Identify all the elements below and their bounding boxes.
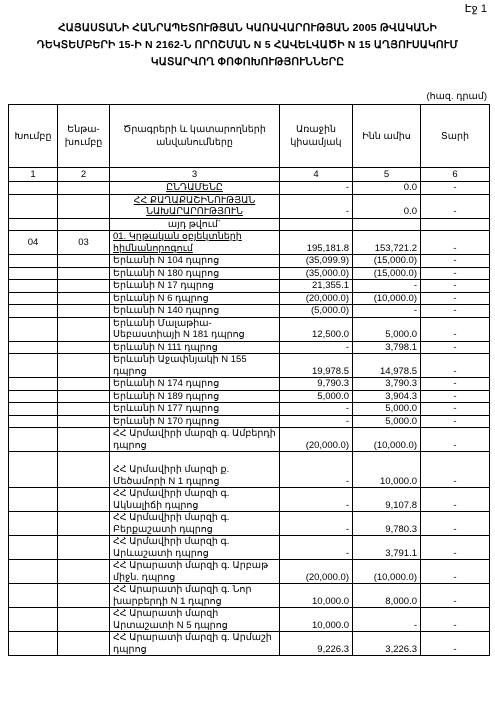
group-cell bbox=[9, 255, 58, 268]
nine-months-value bbox=[353, 632, 421, 656]
column-number: 2 bbox=[58, 168, 110, 182]
subgroup-cell bbox=[58, 488, 110, 512]
nine-months-value bbox=[353, 305, 421, 318]
first-half-value bbox=[280, 194, 353, 218]
nine-months-value-text: - bbox=[413, 280, 417, 291]
table-row bbox=[9, 305, 490, 318]
header-subgroup: Ենթա-խումբը bbox=[58, 105, 110, 168]
group-cell bbox=[9, 512, 58, 536]
nine-months-value-text: 0.0 bbox=[403, 182, 417, 193]
program-name-cell bbox=[110, 390, 280, 403]
nine-months-value-text: 10,000.0 bbox=[380, 475, 417, 487]
header-row bbox=[9, 105, 490, 168]
subgroup-cell bbox=[58, 267, 110, 280]
nine-months-value-text: (15,000.0) bbox=[373, 267, 417, 279]
year-value-text: - bbox=[453, 547, 457, 559]
nine-months-value-text: (10,000.0) bbox=[373, 292, 417, 304]
year-value-text: - bbox=[453, 329, 457, 340]
program-name-cell-text: Երևանի Աջափնյակի N 155 դպրոց bbox=[113, 354, 247, 377]
group-cell bbox=[9, 182, 58, 195]
first-half-value bbox=[280, 354, 353, 378]
first-half-value-text: 5,000.0 bbox=[317, 390, 349, 402]
first-half-value bbox=[280, 512, 353, 536]
year-value-text: - bbox=[453, 378, 457, 389]
program-name-cell bbox=[110, 608, 280, 632]
first-half-value bbox=[280, 305, 353, 318]
first-half-value-text: (5,000.0) bbox=[310, 305, 349, 316]
header-name: Ծրագրերի և կատարողների անվանումները bbox=[110, 105, 280, 168]
subgroup-cell bbox=[58, 317, 110, 341]
nine-months-value bbox=[353, 255, 421, 268]
first-half-value-text: 12,500.0 bbox=[312, 329, 349, 340]
program-name-cell bbox=[110, 280, 280, 293]
year-value bbox=[421, 415, 490, 428]
nine-months-value bbox=[353, 403, 421, 416]
nine-months-value bbox=[353, 267, 421, 280]
year-value bbox=[421, 488, 490, 512]
group-cell bbox=[9, 231, 58, 255]
nine-months-value bbox=[353, 231, 421, 255]
program-name-cell-text: ՀՀ ՔԱՂԱՔԱՇԻՆՈՒԹՅԱՆ ՆԱԽԱՐԱՐՈՒԹՅՈՒՆ bbox=[133, 194, 256, 217]
program-name-cell-text: ՀՀ Արմավիրի մարզի ք. Մեծամորի N 1 դպրոց bbox=[113, 464, 230, 487]
nine-months-value-text: (10,000.0) bbox=[373, 439, 417, 451]
group-cell bbox=[9, 428, 58, 452]
year-value-text: - bbox=[453, 403, 457, 414]
group-cell bbox=[9, 378, 58, 391]
subgroup-cell bbox=[58, 512, 110, 536]
year-value bbox=[421, 536, 490, 560]
table-row bbox=[9, 317, 490, 341]
program-name-cell-text: Երևանի N 177 դպրոց bbox=[113, 403, 220, 414]
first-half-value-text: - bbox=[345, 415, 349, 427]
subgroup-cell bbox=[58, 305, 110, 318]
year-value-text: - bbox=[453, 595, 457, 607]
subgroup-cell bbox=[58, 415, 110, 428]
table-row bbox=[9, 560, 490, 584]
year-value bbox=[421, 255, 490, 268]
table-row bbox=[9, 415, 490, 428]
program-name-cell-text: Երևանի N 180 դպրոց bbox=[113, 267, 220, 279]
year-value-text: - bbox=[453, 242, 457, 254]
table-body bbox=[9, 182, 490, 656]
year-value-text: - bbox=[453, 499, 457, 511]
unit-note: (հազ. դրամ) bbox=[426, 91, 487, 102]
table-row bbox=[9, 390, 490, 403]
program-name-cell bbox=[110, 194, 280, 218]
program-name-cell bbox=[110, 182, 280, 195]
group-cell bbox=[9, 452, 58, 488]
subgroup-cell bbox=[58, 584, 110, 608]
first-half-value bbox=[280, 403, 353, 416]
first-half-value-text: 19,978.5 bbox=[312, 365, 349, 377]
nine-months-value bbox=[353, 390, 421, 403]
subgroup-cell bbox=[58, 452, 110, 488]
year-value bbox=[421, 354, 490, 378]
header-nine-months: Ինն ամիս bbox=[353, 105, 421, 168]
title-line: ԴԵԿՏԵՄԲԵՐԻ 15-Ի N 2162-Ն ՈՐՈՇՄԱՆ N 5 ՀԱՎԵԼՎԱԾԻ N 15 ԱՂՅՈՒՍԱԿՈՒՄ bbox=[36, 39, 459, 51]
nine-months-value-text: - bbox=[413, 305, 417, 316]
first-half-value-text: - bbox=[345, 341, 349, 353]
program-name-cell bbox=[110, 632, 280, 656]
document-title bbox=[20, 20, 475, 71]
program-name-cell-text: ԸՆԴԱՄԵՆԸ bbox=[166, 182, 223, 193]
year-value bbox=[421, 317, 490, 341]
program-name-cell bbox=[110, 218, 280, 231]
group-cell bbox=[9, 536, 58, 560]
table-row bbox=[9, 452, 490, 488]
subgroup-cell bbox=[58, 536, 110, 560]
year-value bbox=[421, 267, 490, 280]
column-number-row bbox=[9, 168, 490, 182]
first-half-value bbox=[280, 632, 353, 656]
table-row bbox=[9, 632, 490, 656]
program-name-cell bbox=[110, 354, 280, 378]
program-name-cell bbox=[110, 317, 280, 341]
first-half-value bbox=[280, 378, 353, 391]
program-name-cell bbox=[110, 403, 280, 416]
year-value bbox=[421, 403, 490, 416]
nine-months-value-text: 9,107.8 bbox=[385, 499, 417, 511]
program-name-cell bbox=[110, 305, 280, 318]
first-half-value-text: 10,000.0 bbox=[312, 595, 349, 607]
program-name-cell-text: Երևանի N 17 դպրոց bbox=[113, 280, 214, 291]
nine-months-value-text: 3,798.1 bbox=[385, 341, 417, 353]
page-number: Էջ 1 bbox=[464, 3, 487, 15]
first-half-value-text: (20,000.0) bbox=[305, 292, 349, 304]
first-half-value-text: - bbox=[345, 206, 349, 217]
program-name-cell bbox=[110, 452, 280, 488]
group-cell bbox=[9, 488, 58, 512]
column-number: 5 bbox=[353, 168, 421, 182]
group-cell-text: 04 bbox=[27, 236, 39, 248]
year-value-text: - bbox=[453, 365, 457, 377]
year-value-text: - bbox=[453, 475, 457, 487]
first-half-value bbox=[280, 428, 353, 452]
group-cell bbox=[9, 608, 58, 632]
subgroup-cell bbox=[58, 428, 110, 452]
nine-months-value-text: 3,790.3 bbox=[385, 378, 417, 389]
nine-months-value-text: 3,226.3 bbox=[385, 643, 417, 655]
program-name-cell-text: ՀՀ Արարատի մարզի գ. Նոր խարբերդի N 1 դպրոց bbox=[113, 584, 252, 607]
year-value-text: - bbox=[453, 439, 457, 451]
program-name-cell-text: Երևանի N 6 դպրոց bbox=[113, 292, 209, 304]
first-half-value-text: 21,355.1 bbox=[312, 280, 349, 291]
first-half-value-text: - bbox=[345, 475, 349, 487]
nine-months-value bbox=[353, 584, 421, 608]
group-cell bbox=[9, 403, 58, 416]
first-half-value bbox=[280, 608, 353, 632]
first-half-value-text: - bbox=[345, 499, 349, 511]
group-cell bbox=[9, 560, 58, 584]
table-row bbox=[9, 255, 490, 268]
nine-months-value bbox=[353, 194, 421, 218]
table-row bbox=[9, 280, 490, 293]
table-row bbox=[9, 378, 490, 391]
first-half-value-text: 195,181.8 bbox=[306, 242, 349, 254]
subgroup-cell bbox=[58, 632, 110, 656]
program-name-cell-text: Երևանի N 170 դպրոց bbox=[113, 415, 220, 427]
first-half-value bbox=[280, 292, 353, 305]
nine-months-value bbox=[353, 428, 421, 452]
program-name-cell-text: ՀՀ Արմավիրի մարզի գ. Բերքաշատի դպրոց bbox=[113, 512, 230, 535]
nine-months-value-text: 3,791.1 bbox=[385, 547, 417, 559]
year-value bbox=[421, 218, 490, 231]
year-value bbox=[421, 292, 490, 305]
nine-months-value bbox=[353, 452, 421, 488]
year-value bbox=[421, 182, 490, 195]
first-half-value bbox=[280, 182, 353, 195]
title-line: ՀԱՅԱՍՏԱՆԻ ՀԱՆՐԱՊԵՏՈՒԹՅԱՆ ԿԱՌԱՎԱՐՈՒԹՅԱՆ 2005 ԹՎԱԿԱՆԻ bbox=[58, 22, 437, 34]
table-row bbox=[9, 428, 490, 452]
nine-months-value-text: 14,978.5 bbox=[380, 365, 417, 377]
year-value bbox=[421, 560, 490, 584]
program-name-cell bbox=[110, 488, 280, 512]
nine-months-value bbox=[353, 415, 421, 428]
group-cell bbox=[9, 218, 58, 231]
year-value-text: - bbox=[453, 643, 457, 655]
subgroup-cell bbox=[58, 354, 110, 378]
program-name-cell-text: Երևանի Մալաթիա-Սեբաստիայի N 181 դպրոց bbox=[113, 317, 245, 340]
group-cell bbox=[9, 267, 58, 280]
subgroup-cell bbox=[58, 255, 110, 268]
program-name-cell bbox=[110, 378, 280, 391]
group-cell bbox=[9, 390, 58, 403]
first-half-value-text: - bbox=[345, 403, 349, 414]
table-row bbox=[9, 218, 490, 231]
year-value bbox=[421, 390, 490, 403]
program-name-cell bbox=[110, 536, 280, 560]
year-value bbox=[421, 584, 490, 608]
subgroup-cell bbox=[58, 608, 110, 632]
table-row bbox=[9, 194, 490, 218]
subgroup-cell bbox=[58, 218, 110, 231]
nine-months-value-text: 5,000.0 bbox=[385, 415, 417, 427]
first-half-value bbox=[280, 218, 353, 231]
first-half-value bbox=[280, 390, 353, 403]
table-row bbox=[9, 536, 490, 560]
group-cell bbox=[9, 415, 58, 428]
program-name-cell bbox=[110, 292, 280, 305]
year-value-text: - bbox=[453, 182, 457, 193]
column-number: 1 bbox=[9, 168, 58, 182]
column-number: 3 bbox=[110, 168, 280, 182]
first-half-value bbox=[280, 231, 353, 255]
column-number: 4 bbox=[280, 168, 353, 182]
nine-months-value-text: 5,000.0 bbox=[385, 329, 417, 340]
group-cell bbox=[9, 292, 58, 305]
group-cell bbox=[9, 317, 58, 341]
table-row bbox=[9, 267, 490, 280]
program-name-cell bbox=[110, 584, 280, 608]
subgroup-cell bbox=[58, 182, 110, 195]
year-value-text: - bbox=[453, 255, 457, 266]
table-row bbox=[9, 182, 490, 195]
first-half-value-text: (20,000.0) bbox=[305, 439, 349, 451]
header-first-half: Առաջին կիսամյակ bbox=[280, 105, 353, 168]
nine-months-value bbox=[353, 182, 421, 195]
table-row bbox=[9, 354, 490, 378]
title-line: ԿԱՏԱՐՎՈՂ ՓՈՓՈԽՈՒԹՅՈՒՆՆԵՐԸ bbox=[150, 56, 345, 68]
group-cell bbox=[9, 632, 58, 656]
table-row bbox=[9, 403, 490, 416]
subgroup-cell bbox=[58, 390, 110, 403]
first-half-value bbox=[280, 584, 353, 608]
program-name-cell-text: ՀՀ Արմավիրի մարզի գ. Ամբերդի դպրոց bbox=[113, 428, 276, 451]
table-row bbox=[9, 488, 490, 512]
program-name-cell-text: ՀՀ Արմավիրի մարզի գ. Արևաշատի դպրոց bbox=[113, 536, 230, 559]
table-row bbox=[9, 608, 490, 632]
nine-months-value-text: 8,000.0 bbox=[385, 595, 417, 607]
subgroup-cell bbox=[58, 292, 110, 305]
nine-months-value bbox=[353, 488, 421, 512]
year-value-text: - bbox=[453, 571, 457, 583]
nine-months-value-text: 153,721.2 bbox=[374, 242, 417, 254]
year-value bbox=[421, 452, 490, 488]
year-value-text: - bbox=[453, 267, 457, 279]
subgroup-cell bbox=[58, 403, 110, 416]
subgroup-cell bbox=[58, 194, 110, 218]
table-row bbox=[9, 231, 490, 255]
first-half-value bbox=[280, 255, 353, 268]
first-half-value-text: 9,790.3 bbox=[317, 378, 349, 389]
year-value bbox=[421, 428, 490, 452]
first-half-value bbox=[280, 560, 353, 584]
nine-months-value bbox=[353, 317, 421, 341]
program-name-cell-text: ՀՀ Արարատի մարզի գ. Արմաշի դպրոց bbox=[113, 632, 272, 655]
nine-months-value-text: 3,904.3 bbox=[385, 390, 417, 402]
table-row bbox=[9, 584, 490, 608]
year-value-text: - bbox=[453, 292, 457, 304]
nine-months-value bbox=[353, 292, 421, 305]
program-name-cell bbox=[110, 255, 280, 268]
year-value-text: - bbox=[453, 341, 457, 353]
program-name-cell bbox=[110, 231, 280, 255]
year-value-text: - bbox=[453, 523, 457, 535]
program-name-cell-text: ՀՀ Արարատի մարզի գ. Արբաթ միջն. դպրոց bbox=[113, 560, 269, 583]
group-cell bbox=[9, 341, 58, 354]
first-half-value-text: - bbox=[345, 547, 349, 559]
group-cell bbox=[9, 280, 58, 293]
year-value bbox=[421, 341, 490, 354]
group-cell bbox=[9, 354, 58, 378]
nine-months-value bbox=[353, 536, 421, 560]
nine-months-value bbox=[353, 218, 421, 231]
program-name-cell bbox=[110, 415, 280, 428]
nine-months-value bbox=[353, 341, 421, 354]
table-row bbox=[9, 512, 490, 536]
program-name-cell bbox=[110, 560, 280, 584]
year-value-text: - bbox=[453, 280, 457, 291]
program-name-cell-text: Երևանի N 189 դպրոց bbox=[113, 390, 220, 402]
first-half-value-text: 10,000.0 bbox=[312, 619, 349, 631]
first-half-value bbox=[280, 488, 353, 512]
first-half-value-text: - bbox=[345, 182, 349, 193]
program-name-cell-text: Երևանի N 111 դպրոց bbox=[113, 341, 218, 353]
subgroup-cell bbox=[58, 378, 110, 391]
table-row bbox=[9, 292, 490, 305]
nine-months-value bbox=[353, 378, 421, 391]
program-name-cell-text: ՀՀ Արարատի մարզի Արտաշատի N 5 դպրոց bbox=[113, 608, 228, 631]
program-name-cell-text: այդ թվում` bbox=[167, 218, 222, 230]
first-half-value bbox=[280, 317, 353, 341]
first-half-value-text: (35,000.0) bbox=[305, 267, 349, 279]
nine-months-value bbox=[353, 280, 421, 293]
nine-months-value-text: (15,000.0) bbox=[373, 255, 417, 266]
nine-months-value bbox=[353, 608, 421, 632]
first-half-value bbox=[280, 341, 353, 354]
program-name-cell bbox=[110, 341, 280, 354]
group-cell bbox=[9, 305, 58, 318]
year-value bbox=[421, 194, 490, 218]
group-cell bbox=[9, 194, 58, 218]
program-name-cell-text: Երևանի N 140 դպրոց bbox=[113, 305, 220, 316]
subgroup-cell bbox=[58, 341, 110, 354]
subgroup-cell bbox=[58, 231, 110, 255]
year-value bbox=[421, 512, 490, 536]
program-name-cell bbox=[110, 428, 280, 452]
subgroup-cell bbox=[58, 280, 110, 293]
year-value bbox=[421, 280, 490, 293]
first-half-value-text: (20,000.0) bbox=[305, 571, 349, 583]
nine-months-value bbox=[353, 354, 421, 378]
program-name-cell bbox=[110, 512, 280, 536]
program-name-cell-text: 01. Կրթական օբյեկտների հիմնանորոգում bbox=[113, 231, 242, 254]
subgroup-cell-text: 03 bbox=[78, 236, 89, 248]
column-number: 6 bbox=[421, 168, 490, 182]
nine-months-value-text: 0.0 bbox=[403, 206, 417, 217]
first-half-value bbox=[280, 536, 353, 560]
first-half-value-text: (35,099.9) bbox=[305, 255, 349, 266]
program-name-cell-text: ՀՀ Արմավիրի մարզի գ. Ակնալիճի դպրոց bbox=[113, 488, 230, 511]
budget-table bbox=[8, 104, 490, 656]
nine-months-value-text: 5,000.0 bbox=[385, 403, 417, 414]
year-value bbox=[421, 305, 490, 318]
first-half-value bbox=[280, 267, 353, 280]
nine-months-value-text: - bbox=[413, 619, 417, 631]
first-half-value bbox=[280, 415, 353, 428]
program-name-cell-text: Երևանի N 104 դպրոց bbox=[113, 255, 220, 266]
year-value bbox=[421, 378, 490, 391]
year-value-text: - bbox=[453, 390, 457, 402]
year-value-text: - bbox=[453, 619, 457, 631]
table-row bbox=[9, 341, 490, 354]
year-value bbox=[421, 632, 490, 656]
year-value-text: - bbox=[453, 206, 457, 217]
nine-months-value-text: (10,000.0) bbox=[373, 571, 417, 583]
year-value-text: - bbox=[453, 415, 457, 427]
nine-months-value bbox=[353, 560, 421, 584]
header-group: Խումբը bbox=[9, 105, 58, 168]
nine-months-value-text: 9,780.3 bbox=[385, 523, 417, 535]
program-name-cell-text: Երևանի N 174 դպրոց bbox=[113, 378, 220, 389]
first-half-value bbox=[280, 452, 353, 488]
first-half-value bbox=[280, 280, 353, 293]
year-value-text: - bbox=[453, 305, 457, 316]
group-cell bbox=[9, 584, 58, 608]
subgroup-cell bbox=[58, 560, 110, 584]
year-value bbox=[421, 231, 490, 255]
first-half-value-text: - bbox=[345, 523, 349, 535]
nine-months-value bbox=[353, 512, 421, 536]
program-name-cell bbox=[110, 267, 280, 280]
year-value bbox=[421, 608, 490, 632]
first-half-value-text: 9,226.3 bbox=[317, 643, 349, 655]
header-year: Տարի bbox=[421, 105, 490, 168]
